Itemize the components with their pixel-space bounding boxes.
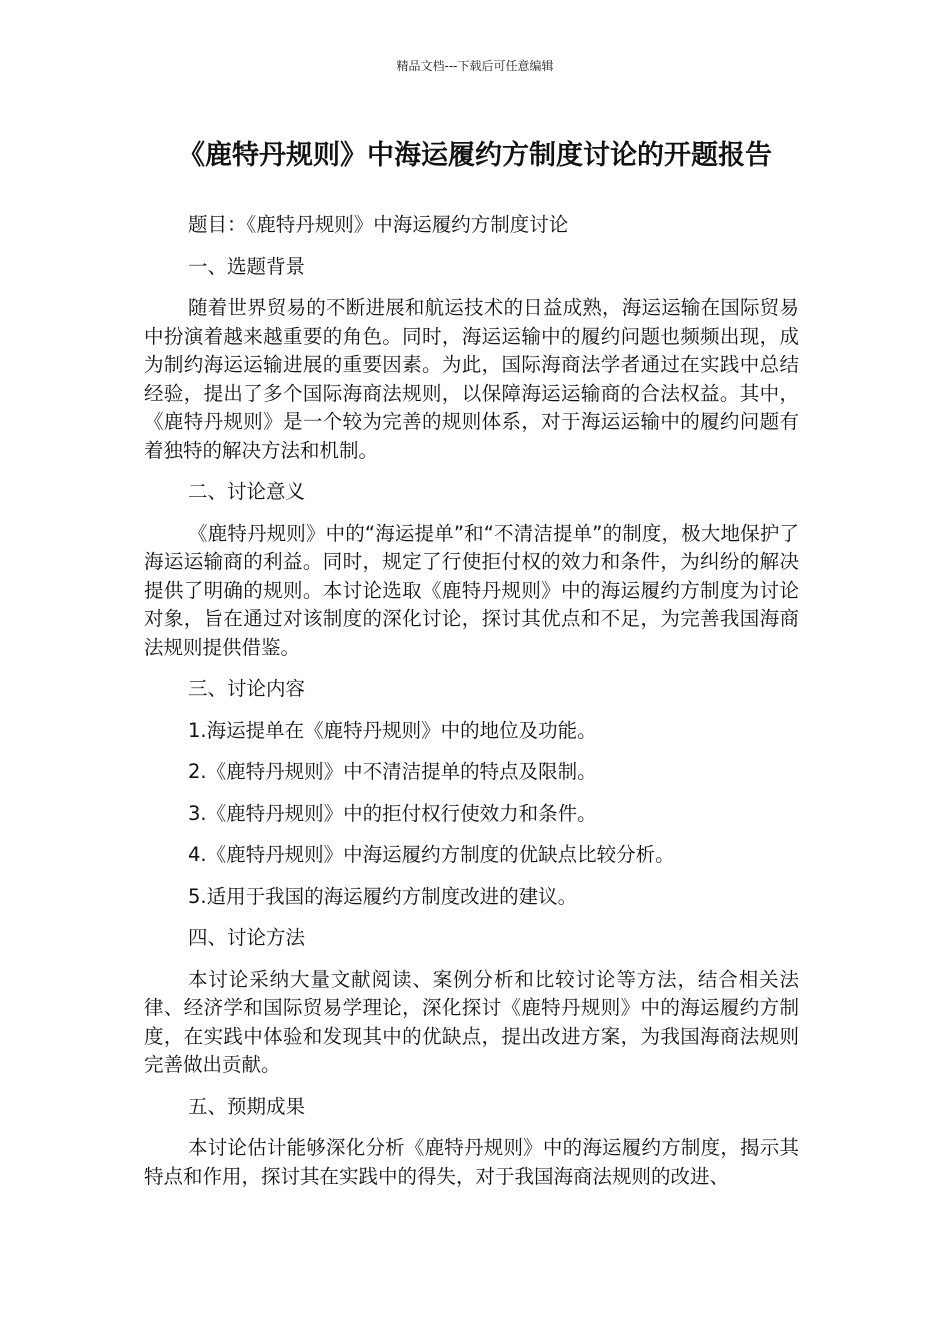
section-heading-background: 一、选题背景 xyxy=(188,254,306,278)
content-item-2: 2.《鹿特丹规则》中不清洁提单的特点及限制。 xyxy=(188,760,597,783)
paragraph-methods: 本讨论采纳大量文献阅读、案例分析和比较讨论等方法，结合相关法律、经济学和国际贸易学理论，深化探讨《鹿特丹规则》中的海运履约方制度，在实践中体验和发现其中的优缺点，提出改进方案，为我国海商法规则完善做出贡献。 xyxy=(144,967,799,1076)
content-item-5: 5.适用于我国的海运履约方制度改进的建议。 xyxy=(188,884,578,908)
section-heading-methods: 四、讨论方法 xyxy=(188,926,306,949)
paragraph-expected-results: 本讨论估计能够深化分析《鹿特丹规则》中的海运履约方制度，揭示其特点和作用，探讨其在实践中的得失，对于我国海商法规则的改进、 xyxy=(144,1136,799,1188)
content-item-1: 1.海运提单在《鹿特丹规则》中的地位及功能。 xyxy=(188,718,597,742)
content-item-4: 4.《鹿特丹规则》中海运履约方制度的优缺点比较分析。 xyxy=(188,843,675,866)
section-heading-expected-results: 五、预期成果 xyxy=(188,1094,306,1118)
document-body xyxy=(144,211,799,1204)
section-heading-content: 三、讨论内容 xyxy=(188,677,306,700)
header-note: 精品文档---下载后可任意编辑 xyxy=(396,59,554,73)
section-heading-significance: 二、讨论意义 xyxy=(188,480,306,503)
subject-line: 题目：《鹿特丹规则》中海运履约方制度讨论 xyxy=(188,213,569,236)
paragraph-significance: 《鹿特丹规则》中的“海运提单”和“不清洁提单”的制度，极大地保护了海运运输商的利益。同时，规定了行使拒付权的效力和条件，为纠纷的解决提供了明确的规则。本讨论选取《鹿特丹规则》中的海运履约方制度为讨论对象，旨在通过对该制度的深化讨论，探讨其优点和不足，为完善我国海商法规则提供借鉴。 xyxy=(144,521,799,659)
content-item-3: 3.《鹿特丹规则》中的拒付权行使效力和条件。 xyxy=(188,801,597,825)
paragraph-background: 随着世界贸易的不断进展和航运技术的日益成熟，海运运输在国际贸易中扮演着越来越重要的角色。同时，海运运输中的履约问题也频频出现，成为制约海运运输进展的重要因素。为此，国际海商法学者通过在实践中总结经验，提出了多个国际海商法规则，以保障海运运输商的合法权益。其中，《鹿特丹规则》是一个较为完善的规则体系，对于海运运输中的履约问题有着独特的解决方法和机制。 xyxy=(144,296,799,462)
document-title: 《鹿特丹规则》中海运履约方制度讨论的开题报告 xyxy=(178,140,772,171)
